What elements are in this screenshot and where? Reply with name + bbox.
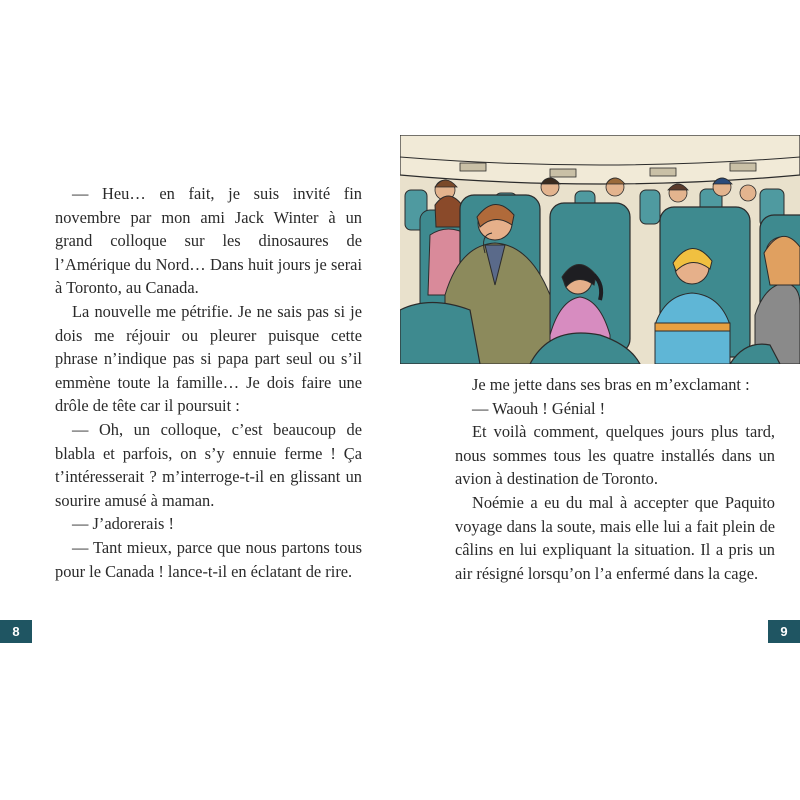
paragraph: — J’adorerais ! [72,514,174,534]
paragraph: Noémie a eu du mal à accepter que Paquito voyage dans la soute, mais elle lui a fait plein de câlins en lui expliquant la situation. Il a pris un air résigné lorsqu’on l’a enfermé dans la cage. [455,492,775,583]
right-page-text [455,373,775,585]
page-number-right: 9 [768,620,800,643]
paragraph: — Tant mieux, parce que nous partons tous pour le Canada ! lance-t-il en éclatant de rire. [55,537,362,581]
page-number-left: 8 [0,620,32,643]
airplane-cabin-illustration [400,135,800,364]
paragraph: — Oh, un colloque, c’est beaucoup de blabla et parfois, on s’y ennuie ferme ! Ça t’intéresserait ? m’interroge-t-il en glissant un sourire amusé à maman. [55,419,362,510]
paragraph: — Heu… en fait, je suis invité fin novembre par mon ami Jack Winter à un grand colloque sur les dinosaures de l’Amérique du Nord… Dans huit jours je serai à Toronto, au Canada. [55,184,362,298]
paragraph: La nouvelle me pétrifie. Je ne sais pas si je dois me réjouir ou pleurer puisque cette phrase n’indique pas si papa part seul ou s’il emmène toute la famille… Je dois faire une drôle de tête car il poursuit : [55,301,362,416]
paragraph: Je me jette dans ses bras en m’exclamant : [472,375,750,394]
left-page-text [55,182,362,583]
paragraph: — Waouh ! Génial ! [472,398,606,418]
paragraph: Et voilà comment, quelques jours plus tard, nous sommes tous les quatre installés dans un avion à destination de Toronto. [455,422,775,489]
